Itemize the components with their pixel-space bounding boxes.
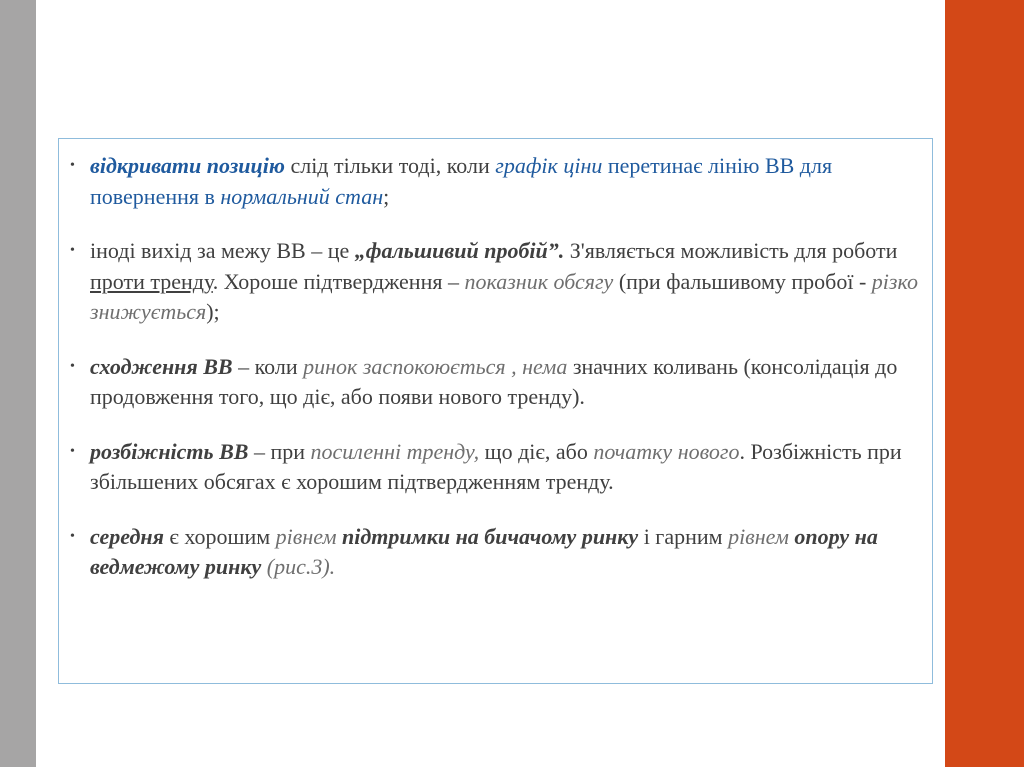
term-trend-strengthening: посиленні тренду, — [310, 438, 480, 464]
text-segment: іноді вихід за межу ВВ – це — [90, 238, 355, 263]
term-level: рівнем — [728, 523, 789, 549]
bullet-list — [59, 151, 921, 583]
bullet-dot-icon: • — [70, 243, 75, 258]
term-divergence: розбіжність ВВ — [90, 438, 249, 464]
bullet-dot-icon: • — [70, 358, 75, 374]
figure-reference: (рис.3). — [261, 554, 336, 579]
text-segment: слід тільки тоді, коли — [284, 153, 496, 178]
text-segment: ; — [383, 183, 390, 209]
term-volume-indicator: показник обсягу — [464, 268, 614, 294]
text-segment: З'являється можливість для роботи — [564, 238, 898, 263]
text-segment: ); — [206, 299, 220, 324]
bullet-item-false-breakout — [59, 236, 921, 328]
bullet-item-middle-line — [59, 522, 921, 583]
term-market-calms: ринок заспокоюється , нема — [303, 353, 568, 379]
text-segment: значних коливань (консолідація до продовження того, що діє, або появи нового тренду). — [90, 353, 898, 409]
text-segment: . Хороше підтвердження – — [212, 268, 465, 294]
bullet-dot-icon: • — [70, 158, 75, 173]
text-segment: що діє, або — [479, 438, 594, 464]
text-segment: є хорошим — [163, 523, 276, 549]
term-new-start: початку нового — [593, 438, 740, 464]
term-middle: середня — [90, 523, 164, 549]
term-against-trend: проти тренду — [90, 268, 213, 294]
text-segment: і гарним — [638, 523, 729, 549]
term-open-position: відкривати позицію — [90, 153, 285, 178]
text-segment: . Розбіжність при збільшених обсягах є хорошим підтвердженням тренду. — [90, 438, 902, 494]
term-bull-support: підтримки на бичачому ринку — [342, 523, 639, 549]
term-price-chart: графік ціни — [495, 153, 603, 178]
bullet-dot-icon: • — [70, 443, 75, 459]
term-bear-resistance: опору на ведмежому ринку — [90, 523, 878, 579]
bullet-dot-icon: • — [70, 528, 75, 544]
left-decor-bar — [0, 0, 36, 767]
text-segment: перетинає лінію ВВ для повернення в — [90, 153, 833, 209]
text-segment: (при фальшивому пробої - — [613, 268, 872, 294]
term-normal-state: нормальний стан — [220, 183, 384, 209]
content-text-box — [58, 138, 933, 684]
term-false-breakout: „фальшивий пробій”. — [354, 238, 565, 263]
text-segment: – при — [248, 438, 311, 464]
term-sharp-decrease: різко знижується — [90, 268, 918, 324]
bullet-item-open-position — [59, 151, 921, 212]
bullet-item-divergence — [59, 437, 921, 498]
text-segment: – коли — [232, 353, 304, 379]
term-convergence: сходження ВВ — [90, 353, 233, 379]
right-accent-bar — [945, 0, 1024, 767]
term-level: рівнем — [275, 523, 337, 549]
bullet-item-convergence — [59, 352, 921, 413]
